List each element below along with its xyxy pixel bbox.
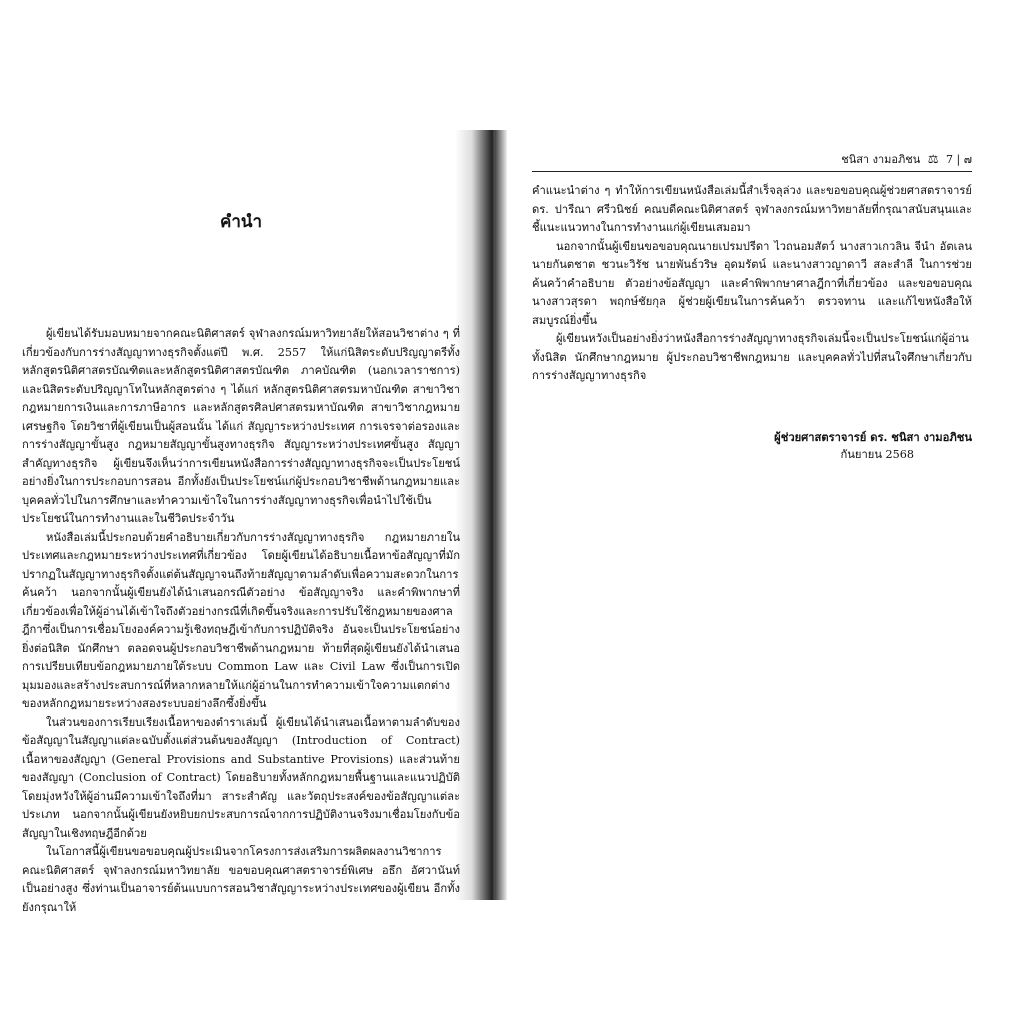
signature-name: ผู้ช่วยศาสตราจารย์ ดร. ชนิสา งามอภิชน bbox=[774, 429, 972, 444]
preface-paragraph-7: ผู้เขียนหวังเป็นอย่างยิ่งว่าหนังสือการร่างสัญญาทางธุรกิจเล่มนี้จะเป็นประโยชน์แก่ผู้อ่านทั้งนิสิต นักศึกษากฎหมาย ผู้ประกอบวิชาชีพกฎหมาย และบุคคลทั่วไปที่สนใจศึกษาเกี่ยวกับการร่างสัญญาทางธุรกิจ bbox=[532, 332, 972, 382]
preface-paragraph-3: ในส่วนของการเรียบเรียงเนื้อหาของตำราเล่มนี้ ผู้เขียนได้นำเสนอเนื้อหาตามลำดับของข้อสัญญาในสัญญาแต่ละฉบับตั้งแต่ส่วนต้นของสัญญา (Introduction of Contract) เนื้อหาของสัญญา (General Provisions and Substantive Provisions) และส่วนท้ายของสัญญา (Conclusion of Contract) โดยอธิบายทั้งหลักกฎหมายพื้นฐานและแนวปฏิบัติ โดยมุ่งหวังให้ผู้อ่านมีความเข้าใจถึงที่มา สาระสำคัญ และวัตถุประสงค์ของข้อสัญญาแต่ละประเภท นอกจากนั้นผู้เขียนยังหยิบยกประสบการณ์จากการปฏิบัติงานจริงมาเชื่อมโยงกับข้อสัญญาในเชิงทฤษฎีอีกด้วย bbox=[22, 715, 460, 840]
preface-paragraph-5: คำแนะนำต่าง ๆ ทำให้การเขียนหนังสือเล่มนี้สำเร็จลุล่วง และขอขอบคุณผู้ช่วยศาสตราจารย์ ดร. ปารีณา ศรีวนิชย์ คณบดีคณะนิติศาสตร์ จุฬาลงกรณ์มหาวิทยาลัยที่กรุณาสนับสนุนและชี้แนะแนวทางในการทำงานแก่ผู้เขียนเสมอมา bbox=[532, 184, 972, 234]
preface-paragraph-2: หนังสือเล่มนี้ประกอบด้วยคำอธิบายเกี่ยวกับการร่างสัญญาทางธุรกิจ กฎหมายภายในประเทศและกฎหมายระหว่างประเทศที่เกี่ยวข้อง โดยผู้เขียนได้อธิบายเนื้อหาข้อสัญญาที่มักปรากฏในสัญญาทางธุรกิจตั้งแต่ต้นสัญญาจนถึงท้ายสัญญาตามลำดับเพื่อความสะดวกในการค้นคว้า นอกจากนั้นผู้เขียนยังได้นำเสนอกรณีตัวอย่าง ข้อสัญญาจริง และคำพิพากษาที่เกี่ยวข้องเพื่อให้ผู้อ่านได้เข้าใจถึงตัวอย่างกรณีที่เกิดขึ้นจริงและการปรับใช้กฎหมายของศาลฎีกาซึ่งเป็นการเชื่อมโยงองค์ความรู้เชิงทฤษฎีเข้ากับการปฏิบัติจริง อันจะเป็นประโยชน์อย่างยิ่งต่อนิสิต นักศึกษา ตลอดจนผู้ประกอบวิชาชีพด้านกฎหมาย ท้ายที่สุดผู้เขียนยังได้นำเสนอการเปรียบเทียบข้อกฎหมายภายใต้ระบบ Common Law และ Civil Law ซึ่งเป็นการเปิดมุมมองและสร้างประสบการณ์ที่หลากหลายให้แก่ผู้อ่านในการทำความเข้าใจความแตกต่างของหลักกฎหมายระหว่างสองระบบอย่างลึกซึ้งยิ่งขึ้น bbox=[22, 530, 460, 710]
signature-date: กันยายน 2568 bbox=[840, 447, 914, 461]
preface-paragraph-1: ผู้เขียนได้รับมอบหมายจากคณะนิติศาสตร์ จุฬาลงกรณ์มหาวิทยาลัยให้สอนวิชาต่าง ๆ ที่เกี่ยวข้องกับการร่างสัญญาทางธุรกิจตั้งแต่ปี พ.ศ. 2557 ให้แก่นิสิตระดับปริญญาตรีทั้งหลักสูตรนิติศาสตรบัณฑิตและหลักสูตรนิติศาสตรบัณฑิต ภาคบัณฑิต (นอกเวลาราชการ) และนิสิตระดับปริญญาโทในหลักสูตรต่าง ๆ ได้แก่ หลักสูตรนิติศาสตรมหาบัณฑิต สาขาวิชากฎหมายการเงินและการภาษีอากร และหลักสูตรศิลปศาสตรมหาบัณฑิต สาขาวิชากฎหมายเศรษฐกิจ โดยวิชาที่ผู้เขียนเป็นผู้สอนนั้น ได้แก่ สัญญาระหว่างประเทศ การเจรจาต่อรองและการร่างสัญญาขั้นสูง กฎหมายสัญญาขั้นสูงทางธุรกิจ สัญญาระหว่างประเทศขั้นสูง สัญญาสำคัญทางธุรกิจ ผู้เขียนจึงเห็นว่าการเขียนหนังสือการร่างสัญญาทางธุรกิจจะเป็นประโยชน์อย่างยิ่งในการประกอบการสอน อีกทั้งยังเป็นประโยชน์แก่ผู้ประกอบวิชาชีพด้านกฎหมายและบุคคลทั่วไปในการศึกษาและทำความเข้าใจในการร่างสัญญาทางธุรกิจเพื่อนำไปใช้เป็นประโยชน์ในการทำงานและในชีวิตประจำวัน bbox=[22, 327, 460, 525]
page-title: คำนำ bbox=[219, 212, 263, 232]
page-number: 7 | ๗ bbox=[946, 153, 972, 166]
running-head bbox=[532, 150, 972, 172]
running-head-author: ชนิสา งามอภิชน bbox=[841, 153, 921, 166]
left-page bbox=[22, 190, 460, 917]
preface-paragraph-6: นอกจากนั้นผู้เขียนขอขอบคุณนายเปรมปรีดา ไวถนอมสัตว์ นางสาวเกวลิน จีนำ อัตเลนนายกันตชาต ชวนะวิรัช นายพันธ์วริษ อุดมรัตน์ และนางสาวญาดาวี สละสำลี ในการช่วยค้นคว้าคำอธิบาย ตัวอย่างข้อสัญญา และคำพิพากษาศาลฎีกาที่เกี่ยวข้อง และขอขอบคุณนางสาวสุรดา พฤกษ์ชัยกุล ผู้ช่วยผู้เขียนในการค้นคว้า ตรวจทาน และแก้ไขหนังสือให้สมบูรณ์ยิ่งขึ้น bbox=[532, 239, 972, 327]
preface-paragraph-4: ในโอกาสนี้ผู้เขียนขอขอบคุณผู้ประเมินจากโครงการส่งเสริมการผลิตผลงานวิชาการ คณะนิติศาสตร์ จุฬาลงกรณ์มหาวิทยาลัย ขอขอบคุณศาสตราจารย์พิเศษ อธึก อัศวานันท์ เป็นอย่างสูง ซึ่งท่านเป็นอาจารย์ต้นแบบการสอนวิชาสัญญาระหว่างประเทศของผู้เขียน อีกทั้งยังกรุณาให้ bbox=[22, 845, 460, 914]
book-gutter-edge bbox=[495, 130, 507, 900]
right-page bbox=[532, 150, 972, 464]
book-gutter-shadow bbox=[455, 130, 497, 900]
scales-of-justice-icon: ⚖ bbox=[927, 152, 939, 166]
signature-block bbox=[532, 428, 972, 464]
